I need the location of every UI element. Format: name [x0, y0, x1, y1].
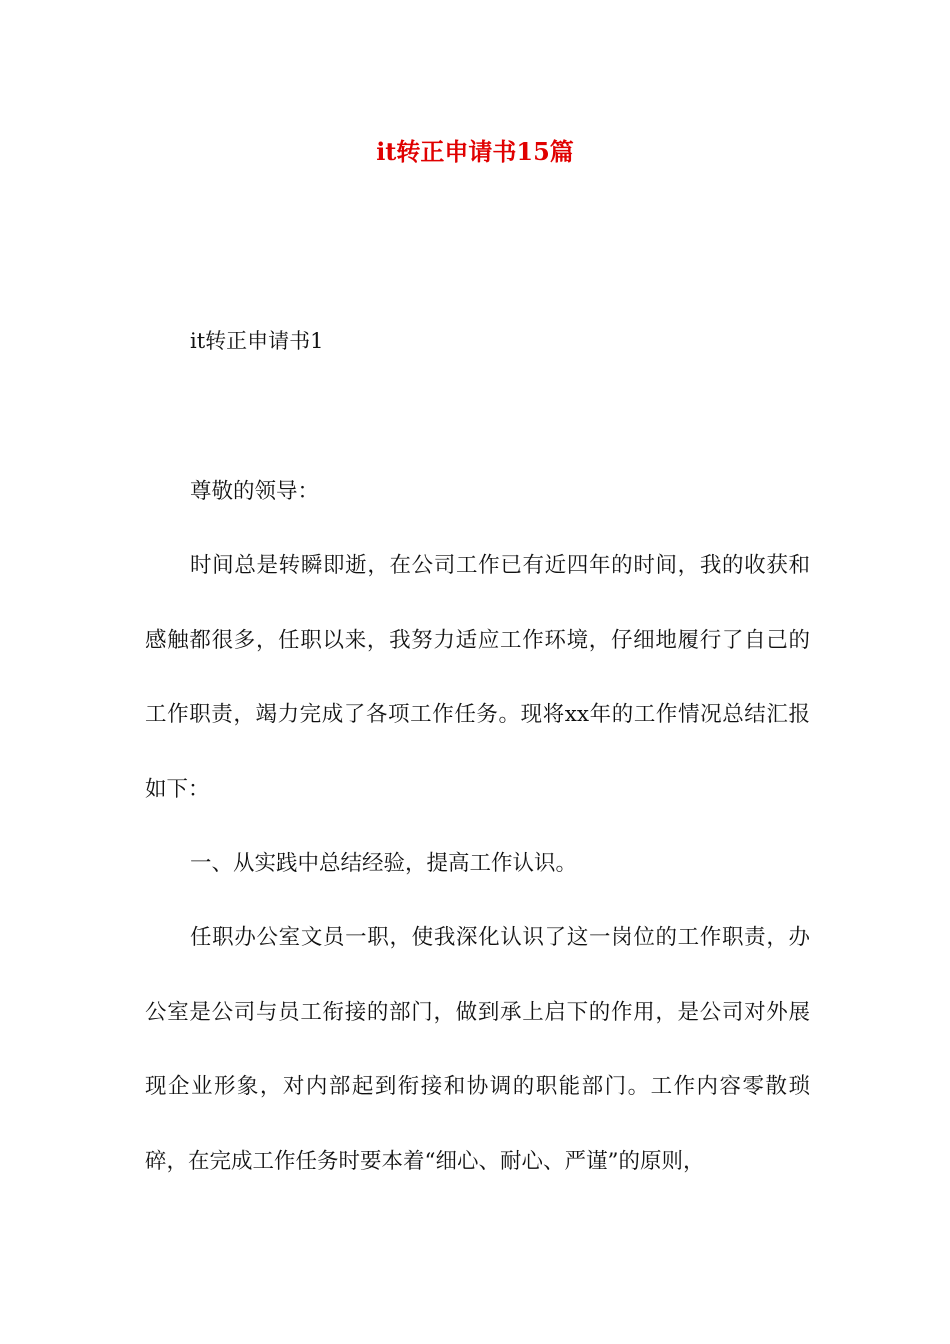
section-title: it转正申请书1	[190, 329, 324, 353]
paragraph-intro: 时间总是转瞬即逝，在公司工作已有近四年的时间，我的收获和感触都很多，任职以来，我努力适应工作环境，仔细地履行了自己的工作职责，竭力完成了各项工作任务。现将xx年的工作情况总结汇报如下：	[145, 553, 810, 802]
paragraph-office-duties: 任职办公室文员一职，使我深化认识了这一岗位的工作职责，办公室是公司与员工衔接的部门，做到承上启下的作用，是公司对外展现企业形象，对内部起到衔接和协调的职能部门。工作内容零散琐碎，在完成工作任务时要本着“细心、耐心、严谨”的原则，	[145, 925, 810, 1174]
paragraph-heading-one: 一、从实践中总结经验，提高工作认识。	[190, 851, 578, 876]
salutation: 尊敬的领导：	[190, 479, 320, 504]
document-title: it转正申请书15篇	[376, 137, 574, 166]
